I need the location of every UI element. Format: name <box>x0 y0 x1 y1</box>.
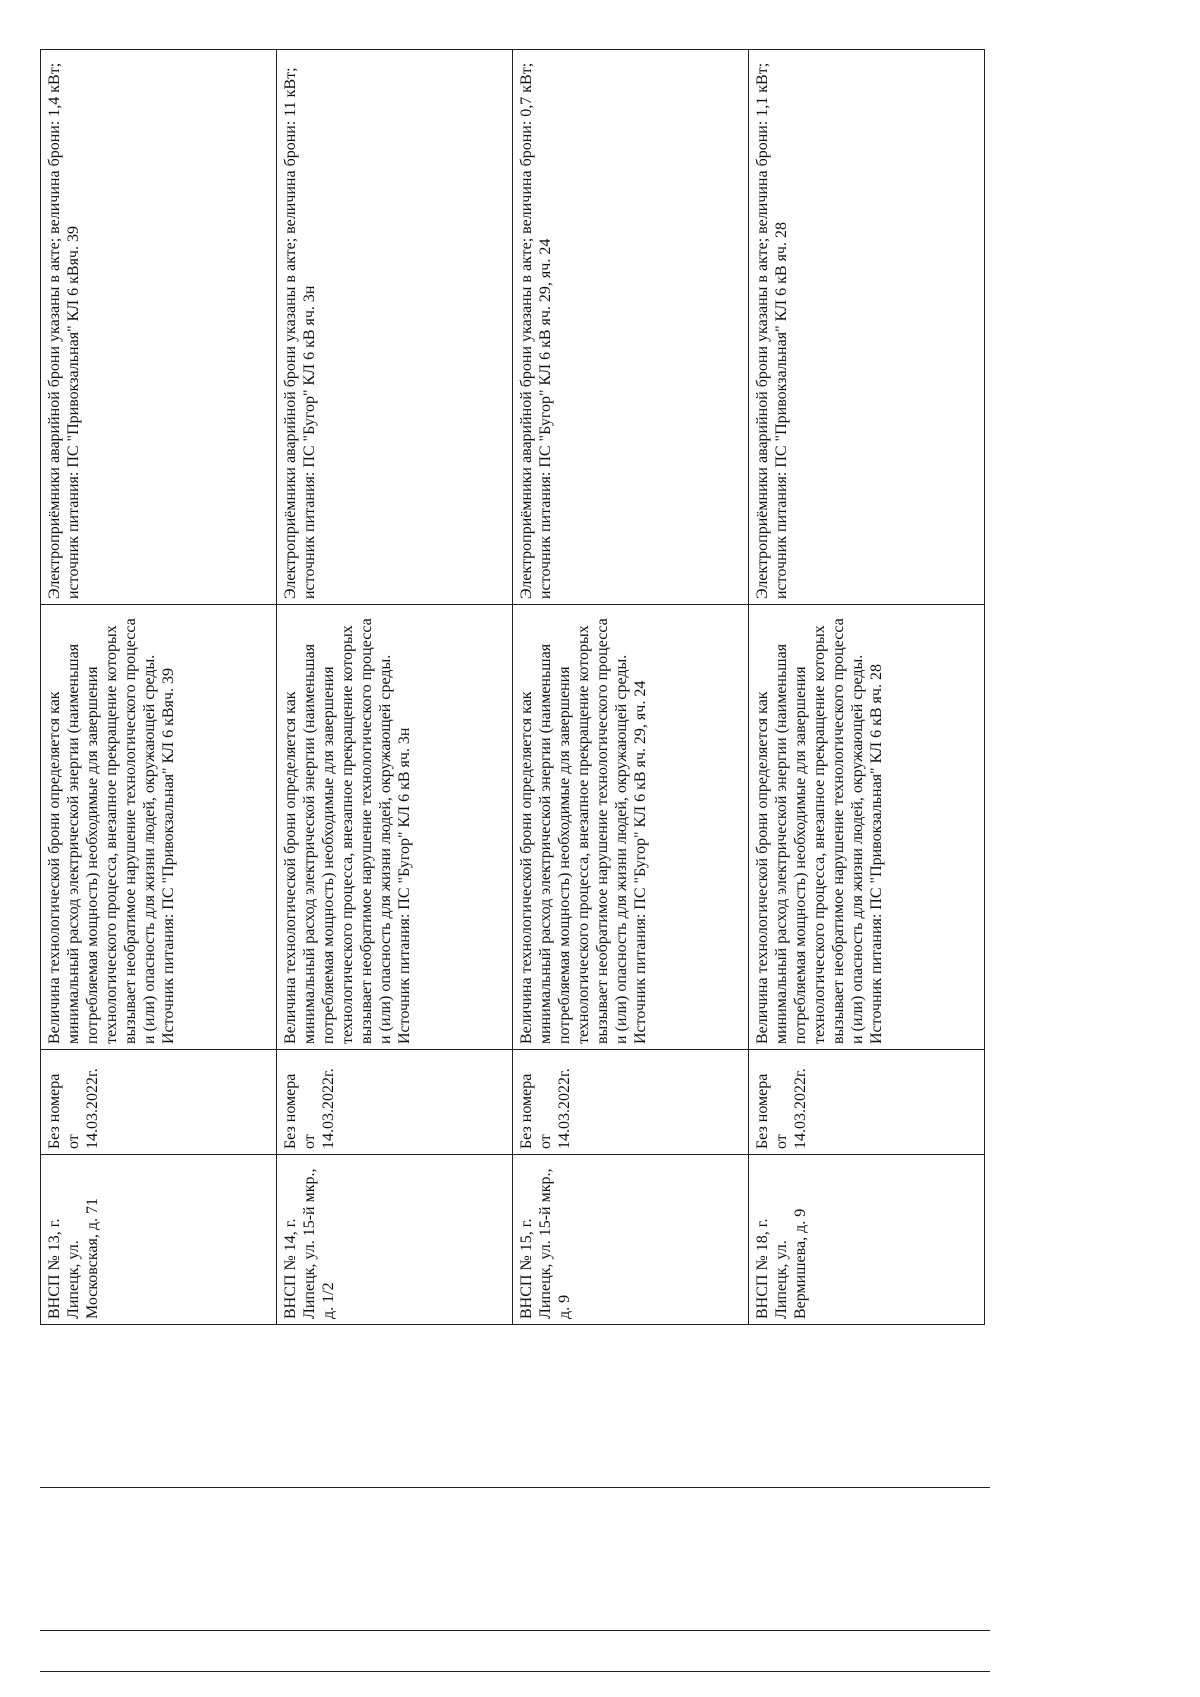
address-cell: ВНСП № 18, г. Липецк, ул. Вермишева, д. 9 <box>749 1155 985 1325</box>
address-cell: ВНСП № 14, г. Липецк, ул. 15-й мкр., д. 1/2 <box>277 1155 513 1325</box>
tech-reserve-cell: Величина технологической брони определяется как минимальный расход электрической энергии (наименьшая потребляемая мощность) необходимые для завершения технологического процесса, внезапное прекращение которых вызывает необратимое нарушение технологического процесса и (или) опасность для жизни людей, окружающей среды. Источник питания: ПС "Привокзальная" КЛ 6 кВяч. 39 <box>41 605 277 1050</box>
act-cell: Без номера от 14.03.2022г. <box>513 1050 749 1155</box>
horizontal-rule <box>40 1487 990 1488</box>
act-cell: Без номера от 14.03.2022г. <box>41 1050 277 1155</box>
act-cell: Без номера от 14.03.2022г. <box>749 1050 985 1155</box>
rotated-table-area <box>40 50 985 1325</box>
emergency-reserve-cell: Электроприёмники аварийной брони указаны в акте; величина брони: 0,7 кВт; источник питания: ПС "Бугор" КЛ 6 кВ яч. 29, яч. 24 <box>513 50 749 605</box>
address-cell: ВНСП № 13, г. Липецк, ул. Московская, д. 71 <box>41 1155 277 1325</box>
horizontal-rule <box>40 1671 990 1672</box>
act-cell: Без номера от 14.03.2022г. <box>277 1050 513 1155</box>
emergency-reserve-cell: Электроприёмники аварийной брони указаны в акте; величина брони: 1,4 кВт; источник питания: ПС "Привокзальная" КЛ 6 кВяч. 39 <box>41 50 277 605</box>
address-cell: ВНСП № 15, г. Липецк, ул. 15-й мкр., д. 9 <box>513 1155 749 1325</box>
table-row <box>277 50 513 1325</box>
horizontal-rule <box>40 1630 990 1631</box>
rotated-table-frame <box>40 50 985 1325</box>
emergency-reserve-cell: Электроприёмники аварийной брони указаны в акте; величина брони: 1,1 кВт; источник питания: ПС "Привокзальная" КЛ 6 кВ яч. 28 <box>749 50 985 605</box>
reserve-acts-table <box>40 49 985 1325</box>
table-row <box>41 50 277 1325</box>
emergency-reserve-cell: Электроприёмники аварийной брони указаны в акте; величина брони: 11 кВт; источник питания: ПС "Бугор" КЛ 6 кВ яч. 3н <box>277 50 513 605</box>
tech-reserve-cell: Величина технологической брони определяется как минимальный расход электрической энергии (наименьшая потребляемая мощность) необходимые для завершения технологического процесса, внезапное прекращение которых вызывает необратимое нарушение технологического процесса и (или) опасность для жизни людей, окружающей среды. Источник питания: ПС "Бугор" КЛ 6 кВ яч. 29, яч. 24 <box>513 605 749 1050</box>
tech-reserve-cell: Величина технологической брони определяется как минимальный расход электрической энергии (наименьшая потребляемая мощность) необходимые для завершения технологического процесса, внезапное прекращение которых вызывает необратимое нарушение технологического процесса и (или) опасность для жизни людей, окружающей среды. Источник питания: ПС "Бугор" КЛ 6 кВ яч. 3н <box>277 605 513 1050</box>
table-row <box>749 50 985 1325</box>
table-row <box>513 50 749 1325</box>
tech-reserve-cell: Величина технологической брони определяется как минимальный расход электрической энергии (наименьшая потребляемая мощность) необходимые для завершения технологического процесса, внезапное прекращение которых вызывает необратимое нарушение технологического процесса и (или) опасность для жизни людей, окружающей среды. Источник питания: ПС "Привокзальная" КЛ 6 кВ яч. 28 <box>749 605 985 1050</box>
